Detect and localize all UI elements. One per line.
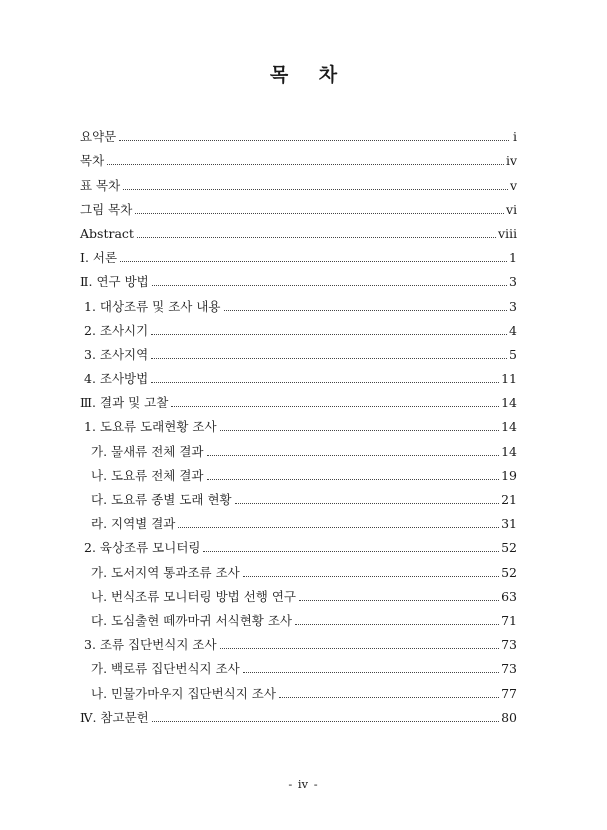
toc-entry	[80, 194, 517, 218]
toc-entry-label: Abstract	[80, 225, 134, 241]
toc-dot-leader	[135, 212, 504, 214]
toc-entry-page: 77	[501, 685, 517, 701]
toc-dot-leader	[299, 599, 499, 601]
toc-entry	[80, 435, 517, 459]
toc-entry	[80, 629, 517, 653]
toc-dot-leader	[107, 163, 504, 165]
toc-entry-page: 14	[501, 419, 517, 435]
toc-entry-page: ⅴ	[509, 177, 517, 193]
toc-entry-label: 4. 조사방법	[84, 371, 149, 387]
toc-entry-label: 표 목차	[80, 177, 121, 193]
toc-dot-leader	[120, 260, 507, 262]
toc-entry-page: 71	[501, 612, 517, 628]
toc-entry	[80, 605, 517, 629]
toc-entry-page: 5	[509, 346, 517, 362]
toc-dot-leader	[137, 236, 496, 238]
toc-entry-label: 1. 도요류 도래현황 조사	[84, 419, 217, 435]
toc-dot-leader	[243, 575, 499, 577]
toc-dot-leader	[171, 405, 499, 407]
toc-entry-label: 그림 목차	[80, 201, 133, 217]
toc-dot-leader	[235, 502, 499, 504]
toc-entry-label: Ⅱ. 연구 방법	[80, 274, 149, 290]
toc-entry	[80, 315, 517, 339]
toc-entry-label: 가. 물새류 전체 결과	[91, 443, 204, 459]
toc-dot-leader	[123, 188, 508, 190]
toc-entry-label: 다. 도요류 종별 도래 현황	[91, 492, 232, 507]
toc-entry	[80, 581, 517, 605]
toc-entry-page: 73	[501, 661, 517, 677]
toc-entry-page: ⅳ	[505, 153, 517, 169]
toc-entry	[80, 508, 517, 532]
toc-entry-page: 80	[501, 709, 517, 725]
toc-entry-page: 3	[509, 274, 517, 290]
toc-entry	[80, 363, 517, 387]
toc-dot-leader	[224, 309, 508, 311]
toc-dot-leader	[151, 381, 499, 383]
toc-dot-leader	[295, 623, 499, 625]
toc-dot-leader	[152, 284, 507, 286]
toc-entry-label: 3. 조류 집단번식지 조사	[84, 637, 217, 653]
toc-entry-page: 63	[501, 588, 517, 604]
toc-entry-label: 2. 육상조류 모니터링	[84, 540, 201, 556]
toc-entry	[80, 653, 517, 677]
toc-entry	[80, 121, 517, 145]
toc-dot-leader	[220, 647, 500, 649]
toc-entry	[80, 218, 517, 242]
toc-entry-page: 14	[501, 395, 517, 411]
table-of-contents	[80, 121, 517, 726]
toc-entry-page: ⅷ	[497, 225, 517, 241]
toc-entry	[80, 411, 517, 435]
toc-entry-label: 라. 지역별 결과	[91, 516, 176, 532]
toc-entry-page: 3	[509, 298, 517, 314]
toc-entry-label: 나. 도요류 전체 결과	[91, 467, 204, 483]
toc-entry-page: 73	[501, 637, 517, 653]
toc-entry-label: 나. 민물가마우지 집단번식지 조사	[91, 685, 276, 701]
toc-entry-label: 3. 조사지역	[84, 346, 149, 362]
toc-entry	[80, 169, 517, 193]
toc-entry	[80, 702, 517, 726]
toc-entry-page: 19	[501, 467, 517, 483]
toc-dot-leader	[207, 478, 500, 480]
toc-entry	[80, 677, 517, 701]
toc-entry	[80, 460, 517, 484]
toc-entry	[80, 145, 517, 169]
toc-dot-leader	[178, 526, 499, 528]
toc-entry	[80, 484, 517, 508]
toc-entry-label: 다. 도심출현 떼까마귀 서식현황 조사	[91, 612, 292, 628]
toc-dot-leader	[119, 139, 509, 141]
toc-entry	[80, 556, 517, 580]
toc-entry-page: ⅰ	[513, 129, 517, 145]
toc-entry-page: ⅵ	[505, 201, 517, 217]
toc-entry-label: Ⅲ. 결과 및 고찰	[80, 395, 169, 411]
toc-dot-leader	[243, 671, 499, 673]
toc-entry-label: Ⅳ. 참고문헌	[80, 709, 149, 725]
toc-entry	[80, 242, 517, 266]
toc-dot-leader	[279, 696, 499, 698]
toc-dot-leader	[152, 720, 499, 722]
toc-dot-leader	[207, 454, 500, 456]
toc-dot-leader	[203, 550, 499, 552]
toc-dot-leader	[151, 333, 507, 335]
toc-entry-page: 52	[501, 564, 517, 580]
toc-entry	[80, 532, 517, 556]
toc-entry-label: 요약문	[80, 129, 117, 145]
toc-entry-label: 가. 백로류 집단번식지 조사	[91, 661, 240, 677]
toc-entry-label: 나. 번식조류 모니터링 방법 선행 연구	[91, 588, 296, 604]
toc-entry-page: 1	[509, 250, 517, 266]
toc-dot-leader	[151, 357, 507, 359]
toc-entry	[80, 290, 517, 314]
toc-dot-leader	[220, 429, 500, 431]
toc-entry-label: 2. 조사시기	[84, 322, 149, 338]
toc-entry-page: 4	[509, 322, 517, 338]
toc-entry-page: 21	[501, 492, 517, 507]
toc-entry-page: 14	[501, 443, 517, 459]
toc-entry-label: 목차	[80, 153, 105, 169]
toc-entry-label: Ⅰ. 서론	[80, 250, 118, 266]
toc-entry-label: 1. 대상조류 및 조사 내용	[84, 298, 221, 314]
toc-entry-page: 31	[501, 516, 517, 532]
toc-entry	[80, 339, 517, 363]
toc-entry-label: 가. 도서지역 통과조류 조사	[91, 564, 240, 580]
toc-entry	[80, 387, 517, 411]
toc-entry-page: 11	[501, 371, 517, 387]
page-number-footer: - ⅳ -	[288, 777, 319, 791]
toc-entry	[80, 266, 517, 290]
toc-entry-page: 52	[501, 540, 517, 556]
page-title: 목 차	[269, 64, 350, 86]
